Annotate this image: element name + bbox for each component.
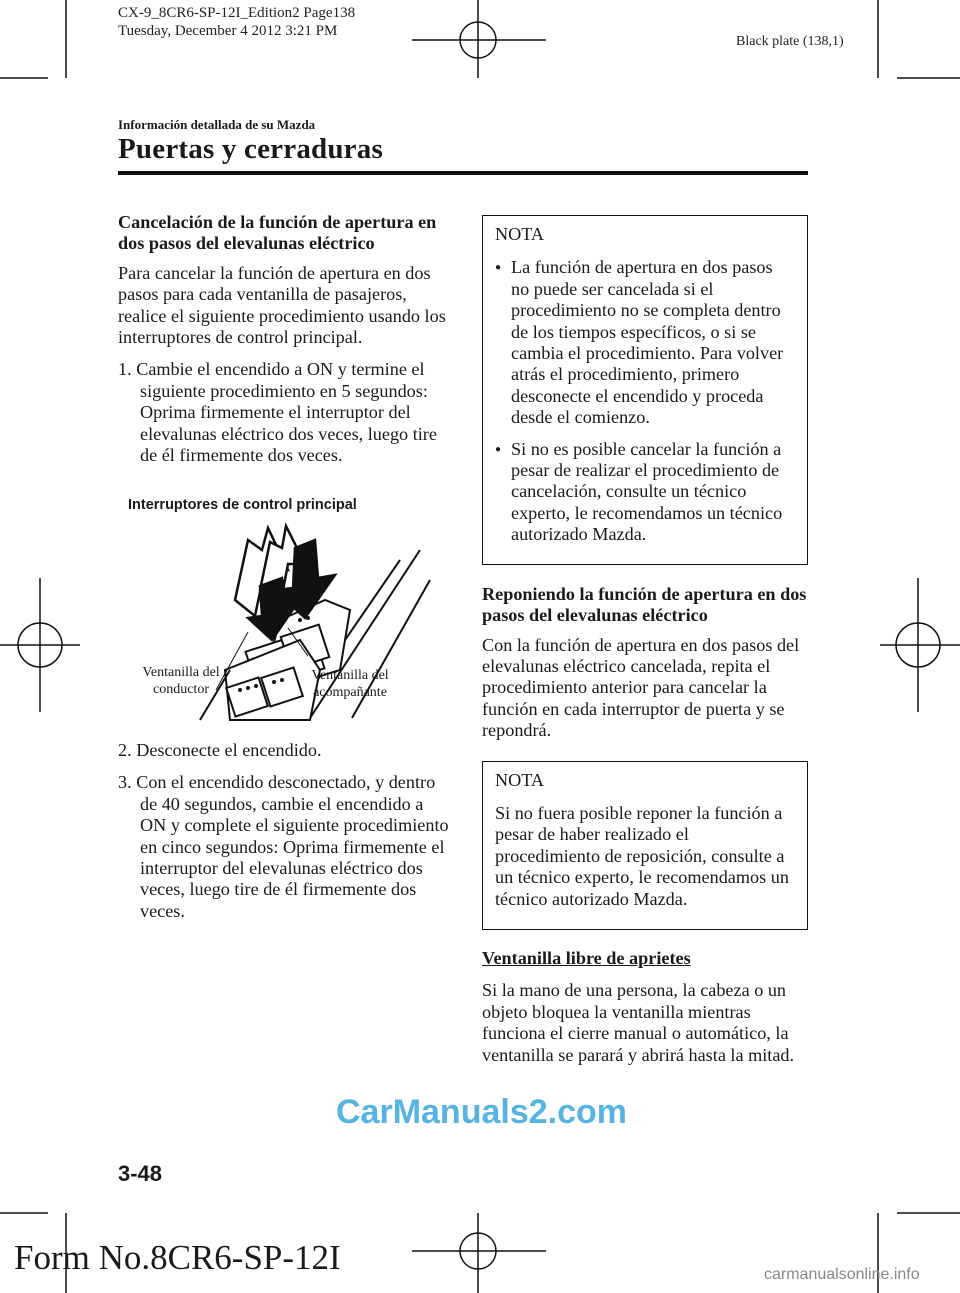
site-watermark: carmanualsonline.info xyxy=(764,1266,920,1283)
watermark-carmanuals2: CarManuals2.com xyxy=(336,1093,627,1131)
print-info-line2: Tuesday, December 4 2012 3:21 PM xyxy=(118,23,338,39)
left-column xyxy=(118,212,450,477)
passenger-caption xyxy=(304,667,396,701)
right-column xyxy=(482,215,808,1077)
note-2-text: Si no fuera posible reponer la función a pesar de haber realizado el procedimiento de reposición, consulte a un técnico experto, le recomendamos un técnico autorizado Mazda. xyxy=(495,802,789,909)
plate-info: Black plate (138,1) xyxy=(736,34,844,49)
cancel-intro: Para cancelar la función de apertura en dos pasos para cada ventanilla de pasajeros, realice el siguiente procedimiento usando los interruptores de control principal. xyxy=(118,262,446,348)
passenger-caption-line1: Ventanilla del xyxy=(311,668,389,683)
left-column-steps xyxy=(118,740,450,933)
driver-caption-line1: Ventanilla del xyxy=(142,665,220,680)
form-number: Form No.8CR6-SP-12I xyxy=(14,1238,341,1277)
pinch-paragraph: Si la mano de una persona, la cabeza o un objeto bloquea la ventanilla mientras funciona el cierre manual o automático, la ventanilla se parará y abrirá hasta la mitad. xyxy=(482,980,795,1065)
note-2-title: NOTA xyxy=(495,769,545,790)
driver-caption-line2: conductor xyxy=(153,682,209,697)
step-3: 3. Con el encendido desconectado, y dentro de 40 segundos, cambie el encendido a ON y complete el siguiente procedimiento en cinco segundos: Oprima firmemente el interruptor del elevalunas eléctrico dos veces, luego tire de él firmemente dos veces. xyxy=(118,772,449,921)
note-box-2 xyxy=(482,761,808,930)
note-box-1 xyxy=(482,215,808,565)
header-rule xyxy=(118,171,808,175)
cancel-heading: Cancelación de la función de apertura en dos pasos del elevalunas eléctrico xyxy=(118,212,437,254)
note-1-bullet-1: ● La función de apertura en dos pasos no puede ser cancelada si el procedimiento no se completa dentro de los tiempos específicos, o si se cambia el procedimiento. Para volver atrás el procedimiento, primero desconecte el encendido y proceda desde el comienzo. xyxy=(495,257,795,428)
section-name: Información detallada de su Mazda xyxy=(118,117,316,132)
reset-heading: Reponiendo la función de apertura en dos pasos del elevalunas eléctrico xyxy=(482,583,807,626)
pinch-heading: Ventanilla libre de aprietes xyxy=(482,947,691,968)
step-2: 2. Desconecte el encendido. xyxy=(118,740,322,760)
page-title: Puertas y cerraduras xyxy=(118,133,383,165)
note-1-bullet-2: ● Si no es posible cancelar la función a pesar de realizar el procedimiento de cancelación, consulte un técnico experto, le recomendamos un técnico autorizado Mazda. xyxy=(495,439,795,546)
driver-caption xyxy=(133,664,229,698)
switch-figure xyxy=(130,520,450,730)
step-1: 1. Cambie el encendido a ON y termine el siguiente procedimiento en 5 segundos: Oprima firmemente el interruptor del elevalunas eléctrico dos veces, luego tire de él firmemente dos veces. xyxy=(118,359,437,466)
figure-label: Interruptores de control principal xyxy=(128,497,357,513)
print-info-line1: CX-9_8CR6-SP-12I_Edition2 Page138 xyxy=(118,5,356,21)
reset-paragraph: Con la función de apertura en dos pasos del elevalunas eléctrico cancelada, repita el procedimiento anterior para cancelar la función en cada interruptor de puerta y se repondrá. xyxy=(482,634,800,741)
page-number: 3-48 xyxy=(118,1161,163,1186)
passenger-caption-line2: acompañante xyxy=(313,685,387,700)
note-1-title: NOTA xyxy=(495,224,545,244)
